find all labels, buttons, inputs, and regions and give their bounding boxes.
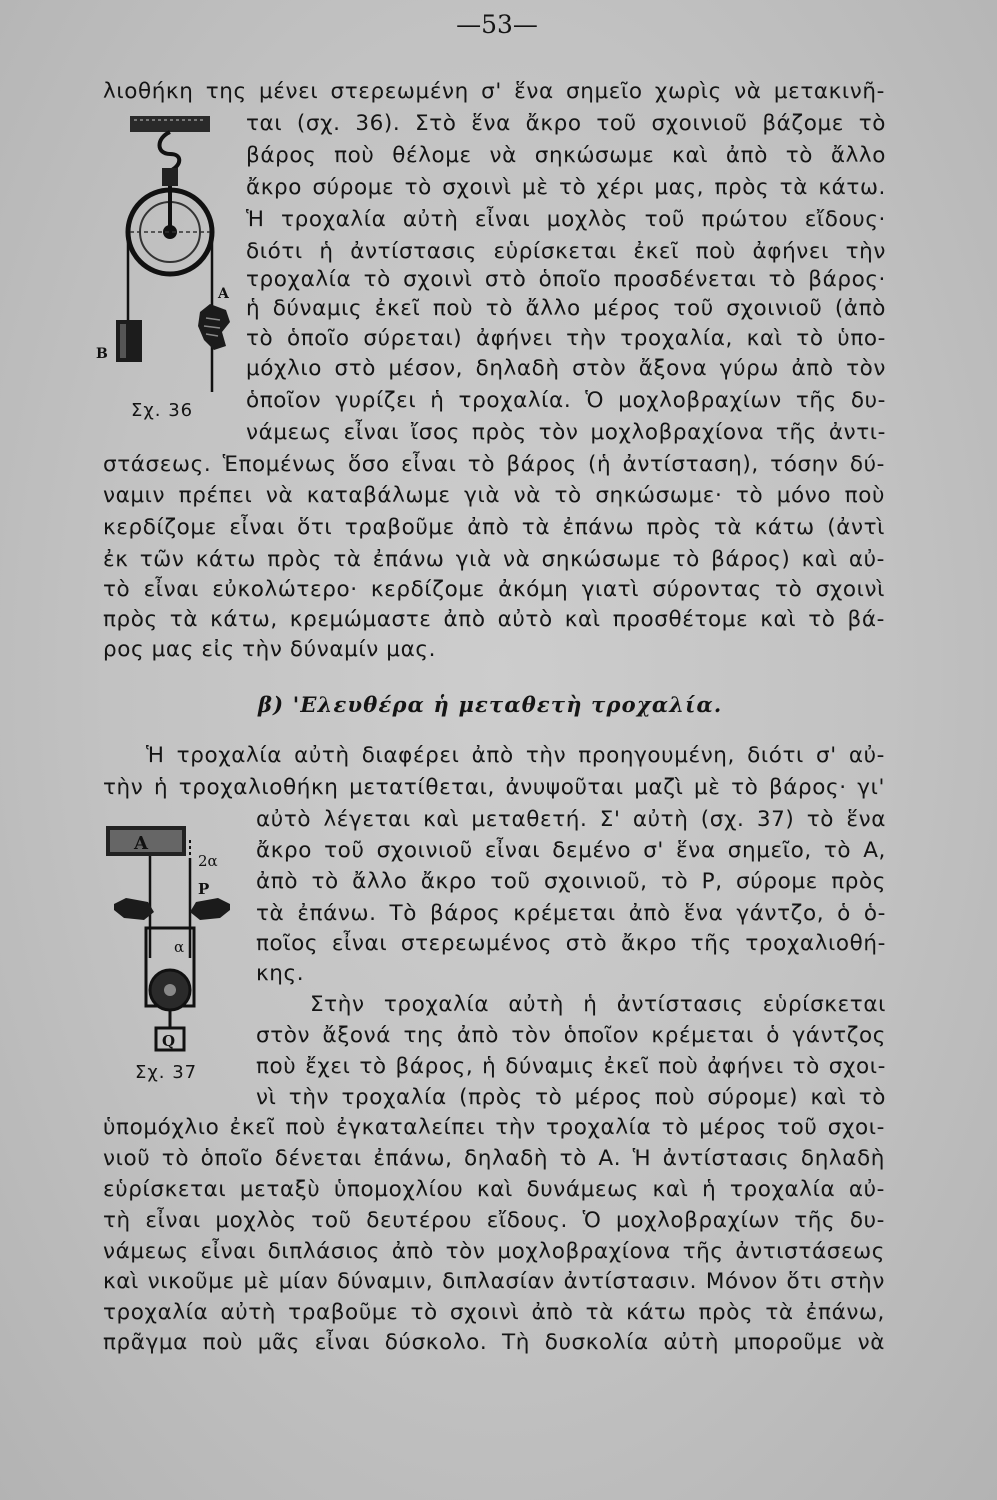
- text-line: τὴν ἡ τροχαλιοθήκη μετατίθεται, ἀνυψοῦται μαζὶ μὲ τὸ βάρος· γι': [103, 775, 885, 800]
- text-line: νὶ τὴν τροχαλία (πρὸς τὸ μέρος ποὺ σύρομε) καὶ τὸ: [256, 1085, 886, 1110]
- fig37-label-anchor: A: [134, 833, 148, 854]
- figure-36-fixed-pulley: [90, 112, 240, 402]
- text-line: ὑπομόχλιο ἐκεῖ ποὺ ἐγκαταλείπει τὴν τροχαλία τὸ μέρος τοῦ σχοι-: [103, 1115, 885, 1140]
- text-line: ποὺ ἔχει τὸ βάρος, ἡ δύναμις ἐκεῖ ποὺ ἀφήνει τὸ σχοι-: [256, 1054, 886, 1079]
- text-line: εὑρίσκεται μεταξὺ ὑπομοχλίου καὶ δυνάμεως καὶ ἡ τροχαλία αὐ-: [103, 1177, 885, 1202]
- text-line: βάρος ποὺ θέλομε νὰ σηκώσωμε καὶ ἀπὸ τὸ ἄλλο: [246, 143, 886, 168]
- text-line: στάσεως. Ἑπομένως ὅσο εἶναι τὸ βάρος (ἡ ἀντίσταση), τόσην δύ-: [103, 452, 885, 477]
- text-line: στὸν ἄξονά της ἀπὸ τὸν ὁποῖον κρέμεται ὁ γάντζος: [256, 1023, 886, 1048]
- fig36-label-weight: B: [96, 346, 108, 362]
- text-line: ὁποῖον γυρίζει ἡ τροχαλία. Ὁ μοχλοβραχίων τῆς δυ-: [246, 388, 886, 413]
- text-line: μόχλιο στὸ μέσον, δηλαδὴ στὸν ἄξονα γύρω ἀπὸ τὸν: [246, 356, 886, 381]
- text-line: ἀπὸ τὸ ἄλλο ἄκρο τοῦ σχοινιοῦ, τὸ Ρ, σύρομε πρὸς: [256, 869, 886, 894]
- text-line: ποῖος εἶναι στερεωμένος στὸ ἄκρο τῆς τροχαλιοθή-: [256, 931, 886, 956]
- left-hand: [114, 898, 154, 920]
- text-line: ἄκρο σύρομε τὸ σχοινὶ μὲ τὸ χέρι μας, πρὸς τὰ κάτω.: [246, 175, 886, 200]
- fig37-label-2a: 2α: [198, 852, 218, 870]
- text-line: ἄκρο τοῦ σχοινιοῦ εἶναι δεμένο σ' ἕνα σημεῖο, τὸ Α,: [256, 838, 886, 863]
- text-line: ἐκ τῶν κάτω πρὸς τὰ ἐπάνω γιὰ νὰ σηκώσωμε τὸ βάρος) καὶ αὐ-: [103, 547, 885, 572]
- load-weight: [116, 320, 142, 362]
- text-line: τὸ εἶναι εὐκολώτερο· κερδίζομε ἀκόμη γιατὶ σύροντας τὸ σχοινὶ: [103, 577, 885, 602]
- text-line: καὶ νικοῦμε μὲ μίαν δύναμιν, διπλασίαν ἀντίστασιν. Μόνον ὅτι στὴν: [103, 1269, 885, 1294]
- text-line: τροχαλία αὐτὴ τραβοῦμε τὸ σχοινὶ ἀπὸ τὰ κάτω πρὸς τὰ ἐπάνω,: [103, 1300, 885, 1325]
- right-hand: [190, 898, 230, 920]
- fig37-caption: Σχ. 37: [135, 1062, 198, 1083]
- text-line: ται (σχ. 36). Στὸ ἕνα ἄκρο τοῦ σχοινιοῦ βάζομε τὸ: [246, 111, 886, 136]
- text-line: τὰ ἐπάνω. Τὸ βάρος κρέμεται ἀπὸ ἕνα γάντζο, ὁ ὁ-: [256, 901, 886, 926]
- figure-37-movable-pulley: [100, 818, 240, 1053]
- page-number: —53—: [456, 10, 538, 39]
- text-line: πρὸς τὰ κάτω, κρεμώμαστε ἀπὸ αὐτὸ καὶ προσθέτομε καὶ τὸ βά-: [103, 607, 885, 632]
- text-line: κερδίζομε εἶναι ὅτι τραβοῦμε ἀπὸ τὰ ἐπάνω πρὸς τὰ κάτω (ἀντὶ: [103, 515, 885, 540]
- text-line: ρος μας εἰς τὴν δύναμίν μας.: [103, 637, 437, 662]
- fig37-label-load: Q: [162, 1032, 176, 1050]
- fig37-label-force: P: [198, 880, 210, 898]
- text-line: τὴ εἶναι μοχλὸς τοῦ δευτέρου εἴδους. Ὁ μοχλοβραχίων τῆς δυ-: [103, 1208, 885, 1233]
- text-line: λιοθήκη της μένει στερεωμένη σ' ἕνα σημεῖο χωρὶς νὰ μετακινῆ-: [103, 79, 885, 104]
- text-line: Ἡ τροχαλία αὐτὴ διαφέρει ἀπὸ τὴν προηγουμένη, διότι σ' αὐ-: [146, 743, 885, 768]
- text-line: Στὴν τροχαλία αὐτὴ ἡ ἀντίστασις εὑρίσκεται: [310, 992, 886, 1017]
- text-line: τὸ ὁποῖο σύρεται) ἀφήνει τὴν τροχαλία, καὶ τὸ ὑπο-: [246, 326, 886, 351]
- text-line: αὐτὸ λέγεται καὶ μεταθετή. Σ' αὐτὴ (σχ. 37) τὸ ἕνα: [256, 807, 886, 832]
- ceiling-beam: [130, 116, 210, 132]
- text-line: Ἡ τροχαλία αὐτὴ εἶναι μοχλὸς τοῦ πρώτου εἴδους·: [246, 207, 886, 232]
- section-heading: β) 'Ελευθέρα ἡ μεταθετὴ τροχαλία.: [258, 692, 723, 717]
- fig36-caption: Σχ. 36: [131, 400, 194, 421]
- text-line: διότι ἡ ἀντίστασις εὑρίσκεται ἐκεῖ ποὺ ἀφήνει τὴν: [246, 239, 886, 264]
- text-line: κης.: [256, 961, 305, 986]
- fig36-label-force: A: [218, 286, 229, 302]
- text-line: πρᾶγμα ποὺ μᾶς εἶναι δύσκολο. Τὴ δυσκολία αὐτὴ μποροῦμε νὰ: [103, 1330, 885, 1355]
- text-line: νάμεως εἶναι ἴσος πρὸς τὸν μοχλοβραχίονα τῆς ἀντι-: [246, 420, 886, 445]
- fig37-label-a: α: [174, 938, 185, 956]
- text-line: ναμιν πρέπει νὰ καταβάλωμε γιὰ νὰ τὸ σηκώσωμε· τὸ μόνο ποὺ: [103, 483, 885, 508]
- text-line: ἡ δύναμις ἐκεῖ ποὺ τὸ ἄλλο μέρος τοῦ σχοινιοῦ (ἀπὸ: [246, 296, 886, 321]
- text-line: τροχαλία τὸ σχοινὶ στὸ ὁποῖο προσδένεται τὸ βάρος·: [246, 267, 886, 292]
- text-line: νιοῦ τὸ ὁποῖο δένεται ἐπάνω, δηλαδὴ τὸ Α. Ἡ ἀντίστασις δηλαδὴ: [103, 1146, 885, 1171]
- text-line: νάμεως εἶναι διπλάσιος ἀπὸ τὸν μοχλοβραχίονα τῆς ἀντιστάσεως: [103, 1239, 885, 1264]
